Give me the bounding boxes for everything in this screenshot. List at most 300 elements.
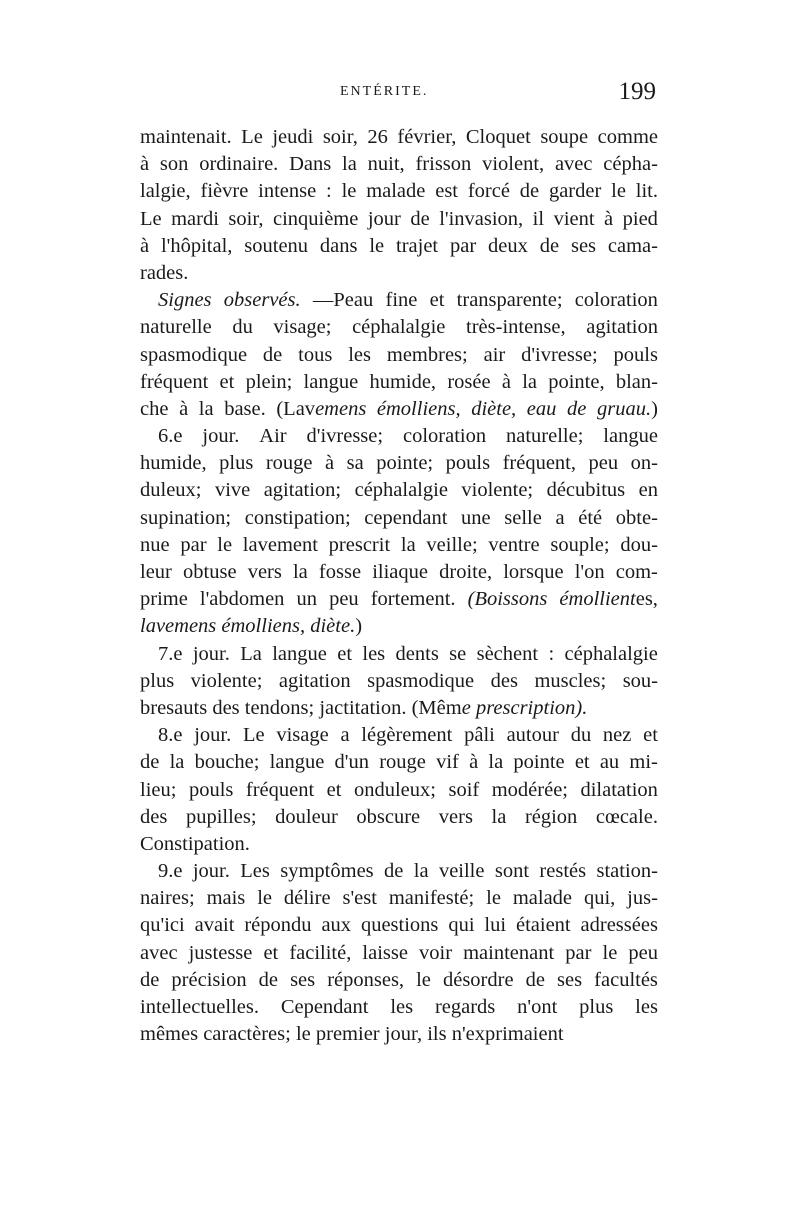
- word: au: [599, 751, 620, 774]
- word: fosse: [318, 561, 362, 583]
- word: caractères;: [203, 1023, 291, 1046]
- word: che: [140, 397, 169, 420]
- word: manifesté;: [388, 887, 475, 910]
- word: jus-: [627, 887, 658, 910]
- word: lavemens: [140, 615, 217, 638]
- word: mi-: [629, 751, 658, 774]
- word: a: [555, 506, 565, 529]
- word: très-intense,: [466, 316, 566, 339]
- word: cependant: [364, 506, 448, 529]
- word: peu: [628, 941, 658, 964]
- word: nuit,: [367, 153, 405, 176]
- word: le: [602, 941, 618, 964]
- word: muscles;: [534, 669, 607, 692]
- word: sa: [346, 452, 364, 475]
- word: la: [342, 153, 357, 176]
- word: 6.e: [158, 425, 183, 448]
- word: veille;: [426, 533, 478, 556]
- word: cépha-: [603, 153, 658, 176]
- word: violente;: [461, 479, 534, 502]
- word: le: [369, 234, 385, 257]
- word: de: [140, 968, 160, 991]
- word: à: [501, 370, 511, 393]
- text-line: [140, 559, 658, 586]
- word: l'invasion,: [439, 207, 524, 230]
- word: à: [604, 207, 614, 230]
- word: fréquent,: [502, 452, 576, 475]
- word: langue: [269, 751, 325, 774]
- word: fréquent: [245, 778, 315, 801]
- word: a: [340, 724, 350, 747]
- text-line: [140, 668, 658, 695]
- word: spasmodique: [140, 343, 248, 366]
- word: restés: [539, 860, 587, 883]
- text-line: [140, 477, 658, 504]
- word: s'est: [342, 887, 377, 910]
- text-line: [140, 885, 658, 912]
- word: diète.): [310, 615, 363, 638]
- word: cinquième: [272, 207, 359, 230]
- word: qui,: [583, 887, 616, 910]
- word: prescription).: [475, 696, 588, 719]
- word: des: [140, 805, 168, 828]
- word: blan-: [615, 370, 658, 393]
- word: cama-: [607, 234, 658, 257]
- word: le: [486, 887, 501, 910]
- text-line: [140, 423, 658, 450]
- word: mardi: [171, 207, 219, 230]
- word: son: [159, 153, 189, 176]
- word: gruau.): [596, 397, 658, 420]
- word: peu: [329, 588, 359, 611]
- word: de: [258, 968, 278, 991]
- word: la: [488, 751, 504, 774]
- word: le: [257, 887, 272, 910]
- word: légèrement: [361, 724, 453, 747]
- word: de: [262, 343, 283, 366]
- word: deux: [488, 234, 528, 257]
- word: bouche;: [194, 751, 260, 774]
- word: intellectuelles.: [140, 996, 259, 1018]
- word: à: [469, 751, 479, 774]
- word: peu: [588, 452, 619, 475]
- word: Cloquet: [465, 126, 531, 148]
- word: langue: [603, 425, 658, 448]
- text-line: [140, 1021, 658, 1048]
- word: facultés: [594, 968, 658, 991]
- word: spasmodique: [367, 669, 475, 692]
- word: plus: [140, 669, 175, 692]
- word: aux: [321, 914, 352, 937]
- word: en: [638, 479, 658, 502]
- word: (Boissons: [467, 588, 548, 611]
- word: région: [524, 805, 578, 828]
- word: vers: [247, 561, 282, 583]
- word: tous: [298, 343, 333, 366]
- word: duleux;: [140, 479, 202, 502]
- word: du: [232, 316, 253, 339]
- word: pied: [622, 207, 658, 230]
- word: base.: [224, 397, 266, 420]
- word: violente;: [190, 669, 263, 692]
- word: soif: [448, 778, 480, 801]
- word: (Même: [411, 696, 471, 719]
- word: dents: [395, 642, 439, 665]
- word: par: [450, 234, 477, 257]
- word: qu'ici: [140, 914, 185, 937]
- word: :: [548, 642, 555, 665]
- word: cœcale.: [595, 805, 658, 828]
- word: vient: [553, 207, 595, 230]
- word: et: [429, 289, 445, 312]
- word: lalgie,: [140, 180, 191, 203]
- word: et: [326, 778, 342, 801]
- word: fièvre: [200, 180, 249, 203]
- text-line: [140, 260, 658, 287]
- word: air: [483, 343, 506, 366]
- word: de: [567, 397, 587, 420]
- word: visage;: [273, 316, 332, 339]
- text-line: [140, 749, 658, 776]
- body-text: [140, 124, 658, 1048]
- word: nez: [602, 724, 632, 747]
- text-line: [140, 314, 658, 341]
- word: à: [179, 397, 189, 420]
- word: lit.: [635, 180, 658, 203]
- text-line: [140, 287, 658, 314]
- word: bresauts: [140, 696, 208, 719]
- word: les: [362, 642, 386, 665]
- word: lieu;: [140, 778, 177, 801]
- word: Dans: [289, 153, 332, 176]
- word: précision: [171, 968, 247, 991]
- word: symptômes: [280, 860, 374, 883]
- word: pointe;: [376, 452, 434, 475]
- text-line: [140, 396, 658, 423]
- word: la: [292, 561, 308, 583]
- word: de: [140, 751, 160, 774]
- word: La: [240, 642, 262, 665]
- word: pâli: [464, 724, 495, 747]
- word: prescrit: [328, 533, 391, 556]
- word: rosée: [447, 370, 491, 393]
- text-line: [140, 940, 658, 967]
- word: regards: [434, 996, 496, 1018]
- word: forcé: [467, 180, 510, 203]
- text-line: [140, 777, 658, 804]
- word: soupe: [540, 126, 589, 148]
- word: céphalalgie: [564, 642, 658, 665]
- word: nue: [140, 533, 170, 556]
- word: langue: [272, 642, 327, 665]
- word: langue: [303, 370, 359, 393]
- word: mais: [206, 887, 246, 910]
- word: onduleux;: [353, 778, 436, 801]
- word: une: [461, 506, 491, 529]
- word: le: [611, 180, 626, 203]
- page-header: [140, 78, 658, 114]
- word: pointe,: [548, 370, 605, 393]
- word: adressées: [580, 914, 658, 937]
- word: dou-: [620, 533, 658, 556]
- word: jour.: [192, 860, 230, 883]
- word: garder: [548, 180, 602, 203]
- text-line: [140, 124, 658, 151]
- word: soutenu: [244, 234, 309, 257]
- word: l'abdomen: [199, 588, 285, 611]
- word: pouls: [188, 778, 234, 801]
- word: Le: [140, 207, 162, 230]
- word: malade: [512, 887, 573, 910]
- text-line: [140, 178, 658, 205]
- word: Les: [240, 860, 270, 883]
- word: fréquent: [140, 370, 209, 393]
- word: Cependant: [280, 996, 369, 1018]
- word: on-: [630, 452, 658, 475]
- word: jactitation.: [319, 696, 407, 719]
- word: Constipation.: [140, 832, 250, 855]
- word: été: [578, 506, 603, 529]
- word: n'exprimaient: [451, 1023, 564, 1046]
- word: Le: [241, 126, 263, 148]
- word: intense: [258, 180, 317, 203]
- word: coloration: [402, 425, 487, 448]
- word: selle: [504, 506, 542, 529]
- word: pouls: [613, 343, 658, 366]
- text-line: [140, 695, 658, 722]
- word: n'ont: [517, 996, 558, 1018]
- page-number: 199: [618, 78, 656, 105]
- word: (Lavemens: [276, 397, 367, 420]
- word: modérée;: [491, 778, 568, 801]
- word: par: [180, 533, 207, 556]
- word: la: [169, 751, 185, 774]
- word: et: [219, 370, 235, 393]
- word: lui: [484, 914, 507, 937]
- running-title: ENTÉRITE.: [340, 84, 429, 99]
- word: les: [348, 343, 371, 366]
- word: la: [491, 805, 507, 828]
- word: veille: [438, 860, 485, 883]
- word: maintenant: [463, 941, 555, 964]
- word: de: [525, 968, 545, 991]
- word: laisse: [362, 941, 408, 964]
- word: lavement: [242, 533, 318, 556]
- word: se: [449, 642, 467, 665]
- text-line: [140, 450, 658, 477]
- word: iliaque: [372, 561, 428, 583]
- word: émollientes,: [559, 588, 658, 611]
- word: observés.: [223, 289, 301, 312]
- text-line: [140, 206, 658, 233]
- word: sou-: [622, 669, 658, 692]
- word: douleur: [275, 805, 338, 828]
- word: février,: [397, 126, 457, 148]
- word: agitation: [278, 669, 351, 692]
- word: la: [413, 860, 429, 883]
- word: diète,: [471, 397, 517, 420]
- word: supination;: [140, 506, 232, 529]
- word: pupilles;: [185, 805, 257, 828]
- word: obte-: [615, 506, 658, 529]
- word: le: [416, 968, 431, 991]
- word: coloration: [574, 289, 658, 312]
- word: jour: [367, 207, 401, 230]
- word: d'ivresse;: [306, 425, 384, 448]
- word: trajet: [396, 234, 439, 257]
- word: violent,: [482, 153, 545, 176]
- word: malade: [366, 180, 426, 203]
- word: visage: [276, 724, 329, 747]
- word: le: [217, 533, 233, 556]
- word: frisson: [415, 153, 472, 176]
- word: soir,: [322, 126, 358, 148]
- text-line: [140, 151, 658, 178]
- word: ses: [557, 968, 583, 991]
- word: les: [635, 996, 658, 1018]
- word: l'hôpital,: [160, 234, 233, 257]
- word: transparente;: [456, 289, 563, 312]
- word: mêmes: [140, 1023, 199, 1046]
- text-line: [140, 613, 658, 640]
- word: désordre: [442, 968, 514, 991]
- text-line: [140, 912, 658, 939]
- word: ils: [427, 1023, 447, 1046]
- text-line: [140, 831, 658, 858]
- word: premier: [315, 1023, 380, 1046]
- text-line: [140, 369, 658, 396]
- text-line: [140, 641, 658, 668]
- word: de: [519, 180, 540, 203]
- word: dilatation: [580, 778, 658, 801]
- word: sèchent: [476, 642, 539, 665]
- word: céphalalgie: [354, 479, 448, 502]
- word: délire: [283, 887, 331, 910]
- word: qui: [448, 914, 475, 937]
- word: céphalalgie: [352, 316, 446, 339]
- word: lorsque: [503, 561, 564, 583]
- word: leur: [140, 561, 172, 583]
- word: pouls: [445, 452, 491, 475]
- word: et: [574, 751, 590, 774]
- word: et: [337, 642, 353, 665]
- word: sont: [494, 860, 530, 883]
- word: eau: [526, 397, 557, 420]
- word: —Peau: [312, 289, 374, 312]
- word: et: [643, 724, 658, 747]
- word: jeudi: [272, 126, 314, 148]
- word: souple;: [550, 533, 610, 556]
- word: il: [532, 207, 545, 230]
- word: des: [212, 696, 240, 719]
- word: rouge: [379, 751, 426, 774]
- word: Le: [242, 724, 265, 747]
- word: vif: [436, 751, 459, 774]
- word: un: [296, 588, 317, 611]
- word: jour.: [194, 724, 232, 747]
- word: Signes: [158, 289, 212, 312]
- word: de: [384, 860, 404, 883]
- text-line: [140, 804, 658, 831]
- text-line: [140, 858, 658, 885]
- word: naturelle: [140, 316, 212, 339]
- word: avec: [140, 941, 178, 964]
- word: soir,: [228, 207, 264, 230]
- word: ses: [570, 234, 597, 257]
- word: agitation: [586, 316, 658, 339]
- word: questions: [360, 914, 439, 937]
- word: des: [490, 669, 518, 692]
- word: comme: [597, 126, 658, 148]
- word: émolliens,: [221, 615, 306, 638]
- word: 26: [367, 126, 388, 148]
- word: ordinaire.: [199, 153, 279, 176]
- word: plein;: [245, 370, 293, 393]
- word: avait: [194, 914, 235, 937]
- word: réponses,: [327, 968, 405, 991]
- word: maintenait.: [140, 126, 232, 148]
- word: d'un: [334, 751, 369, 774]
- word: humide,: [140, 452, 207, 475]
- word: station-: [596, 860, 658, 883]
- word: la: [400, 533, 416, 556]
- word: ses: [290, 968, 316, 991]
- word: membres;: [386, 343, 468, 366]
- word: répondu: [244, 914, 312, 937]
- text-line: [140, 994, 658, 1021]
- text-line: [140, 967, 658, 994]
- word: :: [326, 180, 332, 203]
- word: pointe: [513, 751, 565, 774]
- word: plus: [219, 452, 254, 475]
- word: à: [140, 234, 150, 257]
- word: voir: [419, 941, 453, 964]
- word: agitation;: [263, 479, 342, 502]
- word: jour.: [202, 425, 240, 448]
- text-line: [140, 722, 658, 749]
- word: de: [410, 207, 430, 230]
- word: décubitus: [546, 479, 626, 502]
- word: prime: [140, 588, 188, 611]
- word: émolliens,: [376, 397, 461, 420]
- word: la: [522, 370, 537, 393]
- word: du: [570, 724, 592, 747]
- word: est: [435, 180, 458, 203]
- word: facilité,: [289, 941, 352, 964]
- text-line: [140, 505, 658, 532]
- word: d'ivresse;: [521, 343, 598, 366]
- word: justesse: [188, 941, 253, 964]
- word: étaient: [515, 914, 571, 937]
- word: le: [295, 1023, 311, 1046]
- word: avec: [554, 153, 593, 176]
- word: Air: [259, 425, 287, 448]
- word: le: [341, 180, 357, 203]
- word: naturelle;: [506, 425, 584, 448]
- word: la: [198, 397, 214, 420]
- word: à: [140, 153, 150, 176]
- word: constipation;: [244, 506, 351, 529]
- word: 7.e: [158, 642, 183, 665]
- word: rades.: [140, 261, 189, 284]
- word: jour.: [192, 642, 230, 665]
- word: 9.e: [158, 860, 183, 883]
- word: par: [565, 941, 592, 964]
- word: de: [539, 234, 560, 257]
- word: vers: [438, 805, 473, 828]
- word: à: [325, 452, 335, 475]
- word: autour: [506, 724, 559, 747]
